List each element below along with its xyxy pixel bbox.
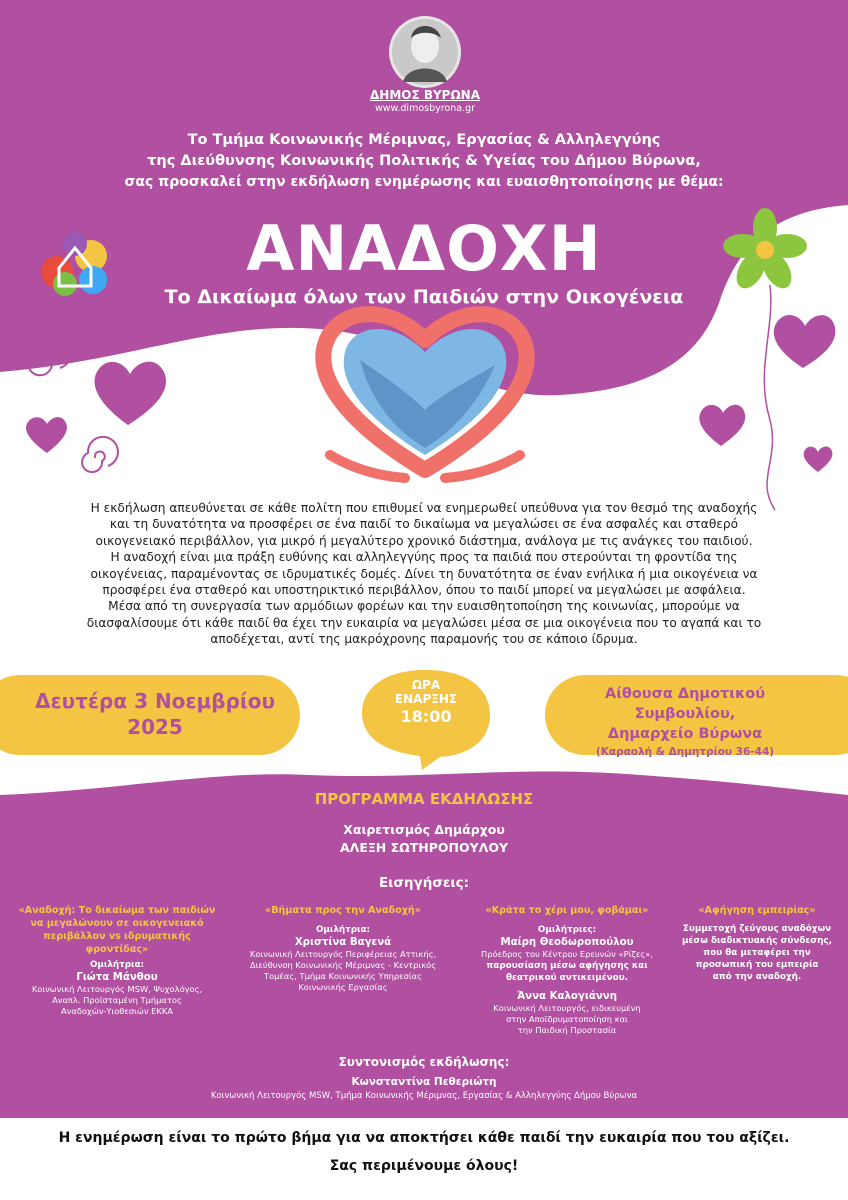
- speaker-detail: Τομέας, Τμήμα Κοινωνικής Υπηρεσίας: [264, 971, 422, 981]
- talk-3: [462, 904, 672, 1036]
- event-title: ΑΝΑΔΟΧΗ: [246, 212, 602, 285]
- time-label-2: ΕΝΑΡΞΗΣ: [394, 692, 458, 706]
- speaker-detail: Κοινωνική Λειτουργός Περιφέρειας Αττικής,: [249, 949, 437, 959]
- talk-1: [12, 904, 222, 1017]
- speaker-role: Ομιλήτρια:: [315, 925, 371, 935]
- talk-detail-bold: Συμμετοχή ζεύγους αναδόχων: [682, 924, 832, 934]
- speaker-detail: Αναδοχών-Υιοθεσιών ΕΚΚΑ: [61, 1006, 173, 1016]
- speaker-detail: Πρόεδρος του Κέντρου Ερευνών «Ρίζες»,: [481, 949, 653, 959]
- speaker-detail: Κοινωνική Λειτουργός, ειδικευμένη: [493, 1003, 641, 1013]
- speaker-detail: Κοινωνική Λειτουργός MSW, Ψυχολόγος,: [31, 984, 203, 994]
- talk-detail-bold: από την αναδοχή.: [712, 972, 802, 982]
- talk-detail-bold: προσωπική του εμπειρία: [695, 960, 819, 970]
- talk-detail-bold: που θα μεταφέρει την: [703, 948, 811, 958]
- heart-decoration-right-large: [774, 315, 836, 368]
- intro-line: οικογένειας, παραμένοντας σε ιδρυματικές δομές. Δίνει τη δυνατότητα σε έναν ενήλικα ή μια οικογένεια να: [90, 566, 758, 581]
- speaker-detail-bold: παρουσίαση μέσω αφήγησης και: [486, 961, 648, 971]
- speaker-name: Χριστίνα Βαγενά: [294, 937, 392, 948]
- intro-line: Η αναδοχή είναι μια πράξη ευθύνης και αλληλεγγύης προς τα παιδιά που στερούνται τη φροντίδα της: [110, 550, 738, 565]
- byron-medallion: [389, 16, 461, 88]
- intro-line: Μέσα από τη συνεργασία των αρμόδιων φορέων και την ευαισθητοποίηση της κοινωνίας, μπορούμε να: [108, 599, 740, 614]
- talk-4: [674, 904, 840, 983]
- event-time: [362, 678, 490, 728]
- intro-line: και τη δυνατότητα να προσφέρει σε ένα παιδί το δικαίωμα να μεγαλώσει σε ένα ασφαλές και σταθερό: [109, 517, 739, 532]
- speaker-detail-bold: θεατρικού αντικειμένου.: [506, 973, 628, 983]
- venue-address: (Καραολή & Δημητρίου 36-44): [595, 746, 775, 758]
- date-line: Δευτέρα 3 Νοεμβρίου: [35, 689, 275, 713]
- talk-title: «Κράτα το χέρι μου, φοβάμαι»: [485, 905, 649, 916]
- intro-line: Η εκδήλωση απευθύνεται σε κάθε πολίτη που επιθυμεί να ενημερωθεί υπεύθυνα για τον θεσμό της αναδοχής: [90, 501, 758, 515]
- speaker-detail: την Παιδική Προστασία: [517, 1025, 617, 1035]
- talk-title: περιβάλλον vs ιδρυματικής: [43, 931, 191, 942]
- heart-hands-illustration: [323, 314, 526, 478]
- mayor-greeting: Χαιρετισμός Δημάρχου: [343, 822, 505, 837]
- talks-label: Εισηγήσεις:: [378, 875, 470, 891]
- year-line: 2025: [127, 715, 183, 739]
- coordinator-name: Κωνσταντίνα Πεθεριώτη: [351, 1076, 497, 1088]
- speaker-role: Ομιλήτριες:: [537, 925, 597, 935]
- heart-decoration-left-small: [26, 417, 67, 453]
- speaker-name-2: Άννα Καλογιάννη: [517, 991, 617, 1002]
- heart-decoration-right-mid: [699, 405, 745, 446]
- heart-decoration-right-small: [804, 447, 833, 472]
- municipality-name: ΔΗΜΟΣ ΒΥΡΩΝΑ: [369, 88, 480, 102]
- talk-title: φροντίδας»: [85, 944, 149, 955]
- program-heading: ΠΡΟΓΡΑΜΜΑ ΕΚΔΗΛΩΣΗΣ: [314, 790, 534, 808]
- spiral-decoration-left-low: [82, 437, 118, 472]
- speaker-detail: Κοινωνικής Εργασίας: [298, 982, 388, 992]
- time-label: ΩΡΑ: [411, 678, 441, 692]
- intro-paragraph: [44, 500, 804, 648]
- header-line-2: της Διεύθυνσης Κοινωνικής Πολιτικής & Υγείας του Δήμου Βύρωνα,: [147, 153, 701, 169]
- coordinator-details: Κοινωνική Λειτουργός MSW, Τμήμα Κοινωνικής Μέριμνας, Εργασίας & Αλληλεγγύης Δήμου Βύρωνα: [210, 1091, 638, 1101]
- event-subtitle: Το Δικαίωμα όλων των Παιδιών στην Οικογένεια: [164, 286, 684, 308]
- intro-line: αποδέχεται, αντί της μακρόχρονης παραμονής του σε κάποιο ίδρυμα.: [210, 632, 638, 647]
- talk-title: «Αναδοχή: Το δικαίωμα των παιδιών: [18, 905, 216, 916]
- talk-2: [232, 904, 454, 993]
- speaker-name: Γιώτα Μάνθου: [76, 972, 158, 983]
- coordination-label: Συντονισμός εκδήλωσης:: [338, 1055, 510, 1069]
- speaker-role: Ομιλήτρια:: [89, 960, 145, 970]
- footer-line-2: Σας περιμένουμε όλους!: [329, 1158, 519, 1174]
- intro-line: διασφαλίσουμε ότι κάθε παιδί θα έχει την ευκαιρία να μεγαλώσει μέσα σε μια οικογένεια που το αγαπά και το: [86, 615, 762, 630]
- footer-line-1: Η ενημέρωση είναι το πρώτο βήμα για να αποκτήσει κάθε παιδί την ευκαιρία που του αξίζει.: [58, 1130, 790, 1146]
- speaker-detail: Αναπλ. Προϊσταμένη Τμήματος: [52, 995, 182, 1005]
- speaker-name: Μαίρη Θεοδωροπούλου: [500, 937, 634, 948]
- speaker-detail: στην Αποϊδρυματοποίηση και: [506, 1014, 628, 1024]
- intro-line: οικογενειακό περιβάλλον, για μικρό ή μεγαλύτερο χρονικό διάστημα, ανάλογα με τις ανάγκες του παιδιού.: [95, 533, 753, 548]
- venue-line-1: Αίθουσα Δημοτικού Συμβουλίου,: [604, 686, 766, 722]
- event-date: [20, 688, 290, 740]
- venue-line-2: Δημαρχείο Βύρωνα: [607, 726, 763, 742]
- speaker-detail: Διεύθυνση Κοινωνικής Μέριμνας - Κεντρικός: [249, 960, 437, 970]
- municipality-url[interactable]: www.dimosbyrona.gr: [374, 103, 476, 114]
- header-line-3: σας προσκαλεί στην εκδήλωση ενημέρωσης και ευαισθητοποίησης με θέμα:: [124, 174, 724, 190]
- event-venue: [555, 684, 815, 760]
- time-value: 18:00: [400, 707, 452, 726]
- intro-line: προσφέρει ένα σταθερό και υποστηρικτικό περιβάλλον, όπου το παιδί μπορεί να μεγαλώσει με ασφάλεια.: [102, 583, 746, 598]
- heart-decoration-left-large: [95, 362, 166, 425]
- header-line-1: Το Τμήμα Κοινωνικής Μέριμνας, Εργασίας & Αλληλεγγύης: [187, 132, 661, 148]
- talk-title: «Βήματα προς την Αναδοχή»: [265, 905, 421, 916]
- mayor-name: ΑΛΕΞΗ ΣΩΤΗΡΟΠΟΥΛΟΥ: [339, 840, 509, 855]
- talk-title: να μεγαλώνουν σε οικογενειακό: [30, 918, 204, 929]
- talk-detail-bold: μέσω διαδικτυακής σύνδεσης,: [682, 936, 832, 946]
- talk-title: «Αφήγηση εμπειρίας»: [698, 905, 816, 916]
